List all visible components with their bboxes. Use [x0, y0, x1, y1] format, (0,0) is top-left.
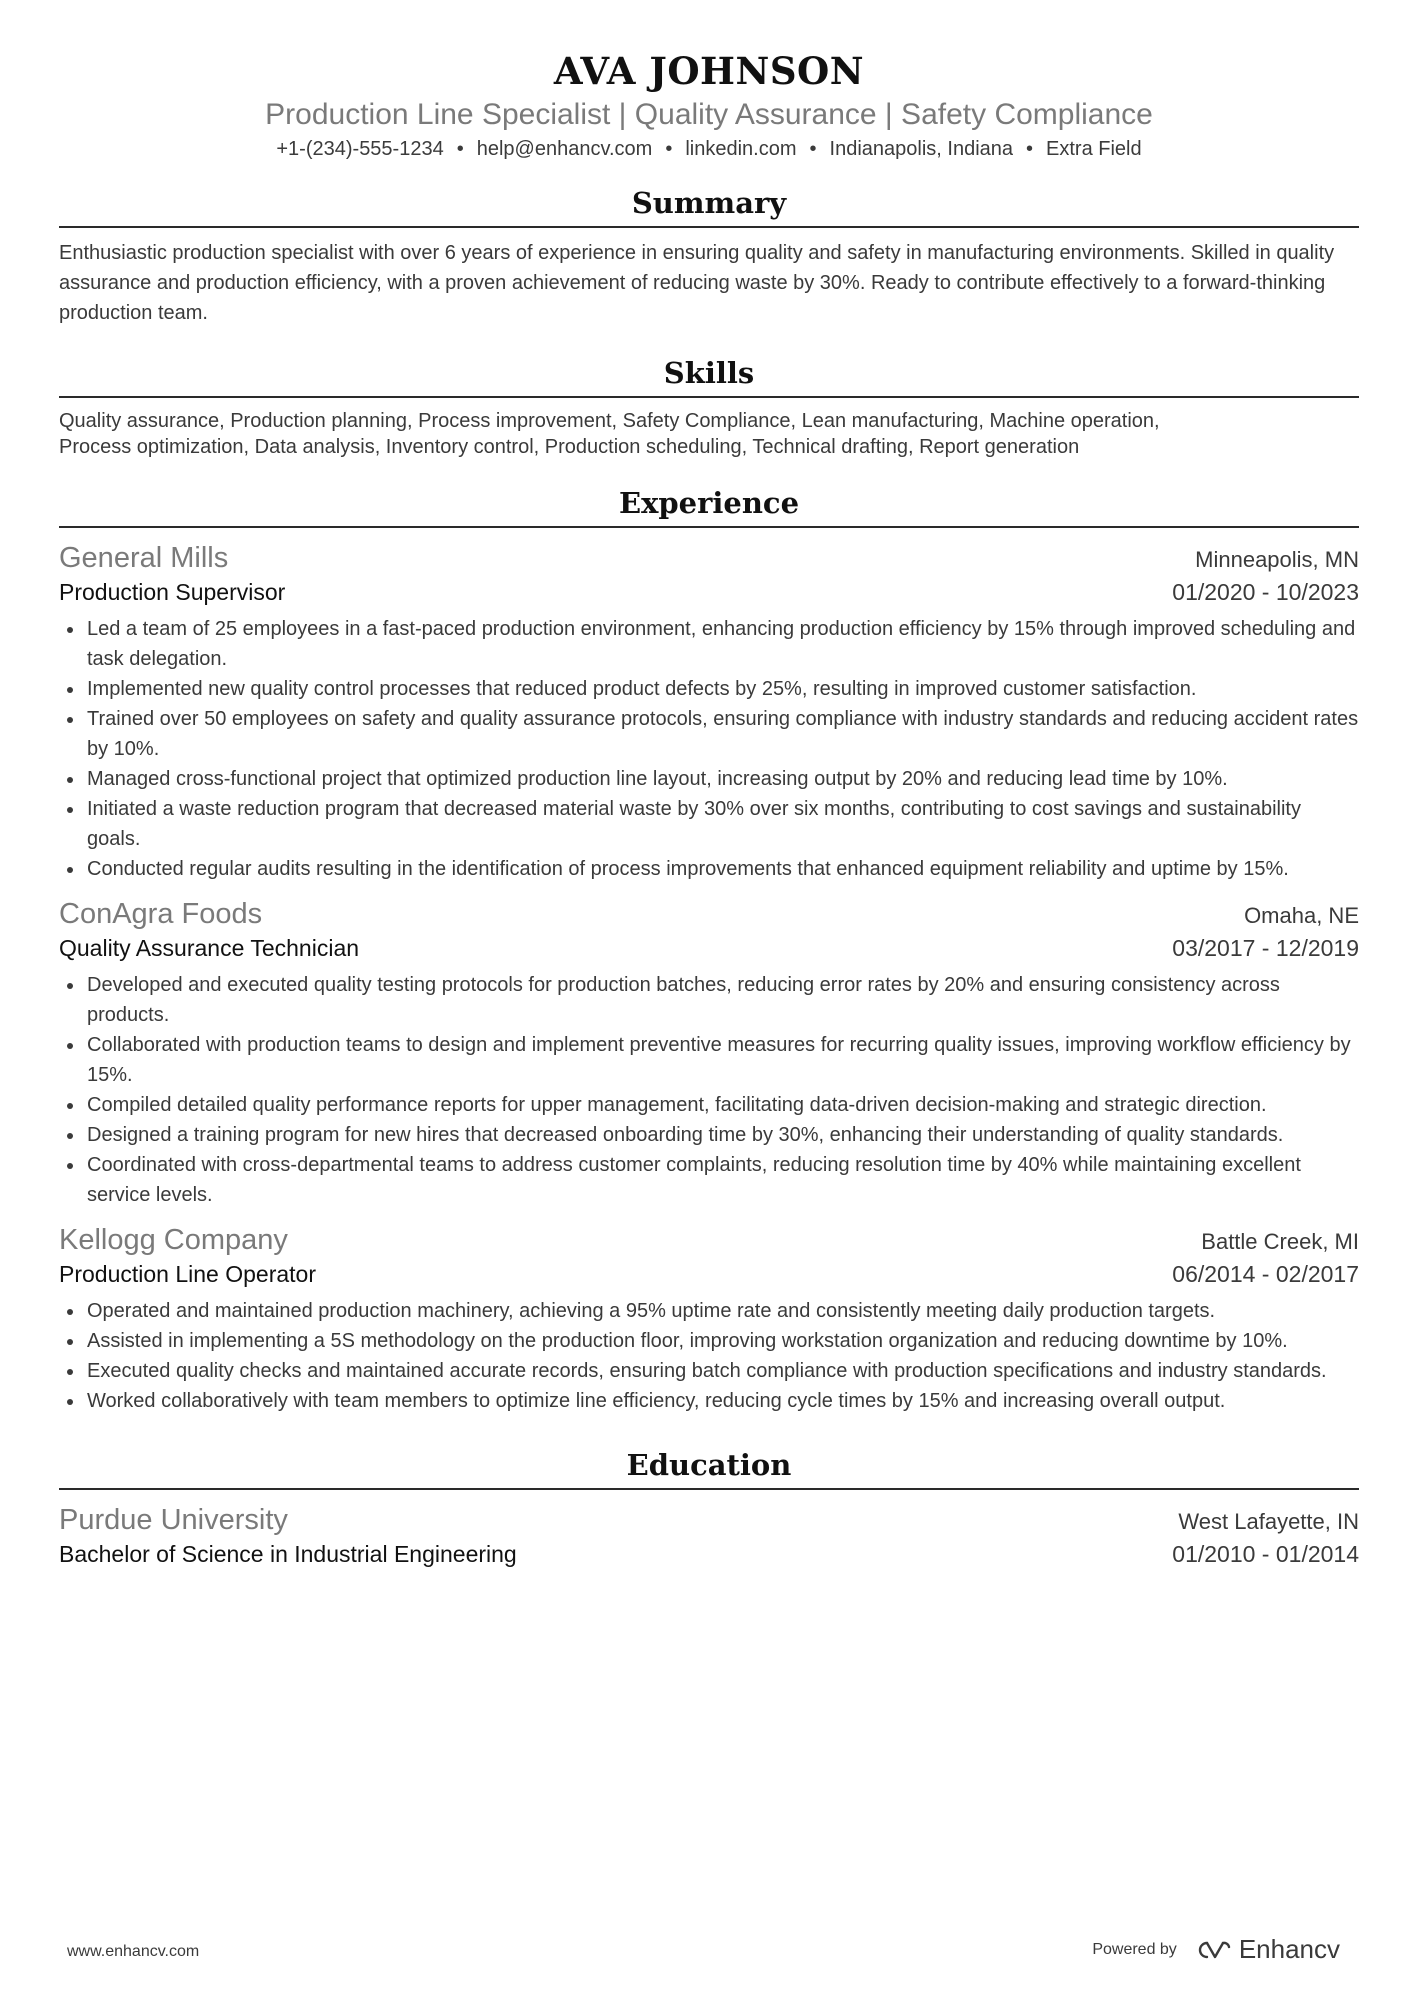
- summary-section: [59, 184, 1359, 328]
- job-dates: 01/2020 - 10/2023: [1172, 579, 1359, 605]
- experience-entry: [59, 896, 1359, 1210]
- resume-page: [59, 0, 1359, 1570]
- experience-entry: [59, 1222, 1359, 1416]
- achievement-item: Operated and maintained production machinery, achieving a 95% uptime rate and consistently meeting daily production targets.: [59, 1296, 1359, 1326]
- job-location: Omaha, NE: [1244, 903, 1359, 928]
- job-achievements: [59, 970, 1359, 1210]
- job-dates: 03/2017 - 12/2019: [1172, 935, 1359, 961]
- enhancv-logo[interactable]: [1193, 1934, 1340, 1965]
- section-divider: [59, 396, 1359, 398]
- achievement-item: Developed and executed quality testing protocols for production batches, reducing error rates by 20% and ensuring consistency across products.: [59, 970, 1359, 1030]
- job-title: Production Line Operator: [59, 1261, 316, 1287]
- experience-section: [59, 484, 1359, 1416]
- skills-line: Process optimization, Data analysis, Inventory control, Production scheduling, Technical drafting, Report generation: [59, 436, 1080, 458]
- enhancv-logo-icon: [1193, 1939, 1233, 1961]
- skills-list: [59, 408, 1359, 460]
- education-entry: [59, 1502, 1359, 1570]
- company-name: ConAgra Foods: [59, 898, 263, 930]
- section-heading: Education: [626, 1448, 792, 1482]
- achievement-item: Coordinated with cross-departmental teams to address customer complaints, reducing resolution time by 40% while maintaining excellent service levels.: [59, 1150, 1359, 1210]
- contact-email[interactable]: help@enhancv.com: [476, 138, 653, 160]
- job-location: Minneapolis, MN: [1195, 547, 1359, 572]
- section-divider: [59, 226, 1359, 228]
- school-location: West Lafayette, IN: [1178, 1509, 1359, 1534]
- contact-phone: +1-(234)-555-1234: [276, 138, 444, 160]
- contact-linkedin[interactable]: linkedin.com: [685, 138, 797, 160]
- achievement-item: Trained over 50 employees on safety and quality assurance protocols, ensuring compliance with industry standards and reducing accident rates by 10%.: [59, 704, 1359, 764]
- contact-line: [59, 136, 1359, 162]
- job-location: Battle Creek, MI: [1201, 1229, 1359, 1254]
- school-name: Purdue University: [59, 1504, 288, 1536]
- enhancv-brand-text: Enhancv: [1238, 1934, 1340, 1964]
- degree-title: Bachelor of Science in Industrial Engineering: [59, 1541, 517, 1567]
- experience-entry: [59, 540, 1359, 884]
- achievement-item: Managed cross-functional project that optimized production line layout, increasing output by 20% and reducing lead time by 10%.: [59, 764, 1359, 794]
- company-name: Kellogg Company: [59, 1224, 288, 1256]
- section-divider: [59, 1488, 1359, 1490]
- skills-line: Quality assurance, Production planning, Process improvement, Safety Compliance, Lean manufacturing, Machine operation,: [59, 410, 1160, 432]
- job-dates: 06/2014 - 02/2017: [1172, 1261, 1359, 1287]
- candidate-title: Production Line Specialist | Quality Assurance | Safety Compliance: [265, 98, 1153, 131]
- achievement-item: Worked collaboratively with team members to optimize line efficiency, reducing cycle times by 15% and increasing overall output.: [59, 1386, 1359, 1416]
- achievement-item: Compiled detailed quality performance reports for upper management, facilitating data-driven decision-making and strategic direction.: [59, 1090, 1359, 1120]
- summary-text: Enthusiastic production specialist with over 6 years of experience in ensuring quality and safety in manufacturing environments. Skilled in quality assurance and production efficiency, with a proven achievement of reducing waste by 30%. Ready to contribute effectively to a forward-thinking production team.: [59, 242, 1335, 324]
- education-dates: 01/2010 - 01/2014: [1172, 1541, 1359, 1567]
- bullet-separator: •: [809, 138, 817, 160]
- achievement-item: Implemented new quality control processes that reduced product defects by 25%, resulting in improved customer satisfaction.: [59, 674, 1359, 704]
- footer-branding: [1092, 1934, 1340, 1965]
- achievement-item: Led a team of 25 employees in a fast-paced production environment, enhancing production efficiency by 15% through improved scheduling and task delegation.: [59, 614, 1359, 674]
- section-heading: Skills: [663, 356, 755, 390]
- powered-by-label: Powered by: [1092, 1940, 1177, 1958]
- candidate-name: AVA JOHNSON: [553, 49, 865, 93]
- education-section: [59, 1446, 1359, 1570]
- skills-section: [59, 354, 1359, 460]
- section-heading: Experience: [618, 486, 800, 520]
- bullet-separator: •: [456, 138, 464, 160]
- contact-location: Indianapolis, Indiana: [829, 138, 1014, 160]
- achievement-item: Conducted regular audits resulting in the identification of process improvements that enhanced equipment reliability and uptime by 15%.: [59, 854, 1359, 884]
- achievement-item: Executed quality checks and maintained accurate records, ensuring batch compliance with production specifications and industry standards.: [59, 1356, 1359, 1386]
- achievement-item: Initiated a waste reduction program that decreased material waste by 30% over six months, contributing to cost savings and sustainability goals.: [59, 794, 1359, 854]
- achievement-item: Designed a training program for new hires that decreased onboarding time by 30%, enhancing their understanding of quality standards.: [59, 1120, 1359, 1150]
- contact-extra: Extra Field: [1046, 138, 1142, 160]
- job-title: Quality Assurance Technician: [59, 935, 360, 961]
- job-title: Production Supervisor: [59, 579, 286, 605]
- job-achievements: [59, 614, 1359, 884]
- company-name: General Mills: [59, 542, 229, 574]
- resume-header: [59, 0, 1359, 162]
- bullet-separator: •: [665, 138, 673, 160]
- achievement-item: Collaborated with production teams to design and implement preventive measures for recurring quality issues, improving workflow efficiency by 15%.: [59, 1030, 1359, 1090]
- section-heading: Summary: [631, 186, 787, 220]
- bullet-separator: •: [1026, 138, 1034, 160]
- job-achievements: [59, 1296, 1359, 1416]
- achievement-item: Assisted in implementing a 5S methodology on the production floor, improving workstation organization and reducing downtime by 10%.: [59, 1326, 1359, 1356]
- footer-website[interactable]: www.enhancv.com: [67, 1943, 200, 1960]
- section-divider: [59, 526, 1359, 528]
